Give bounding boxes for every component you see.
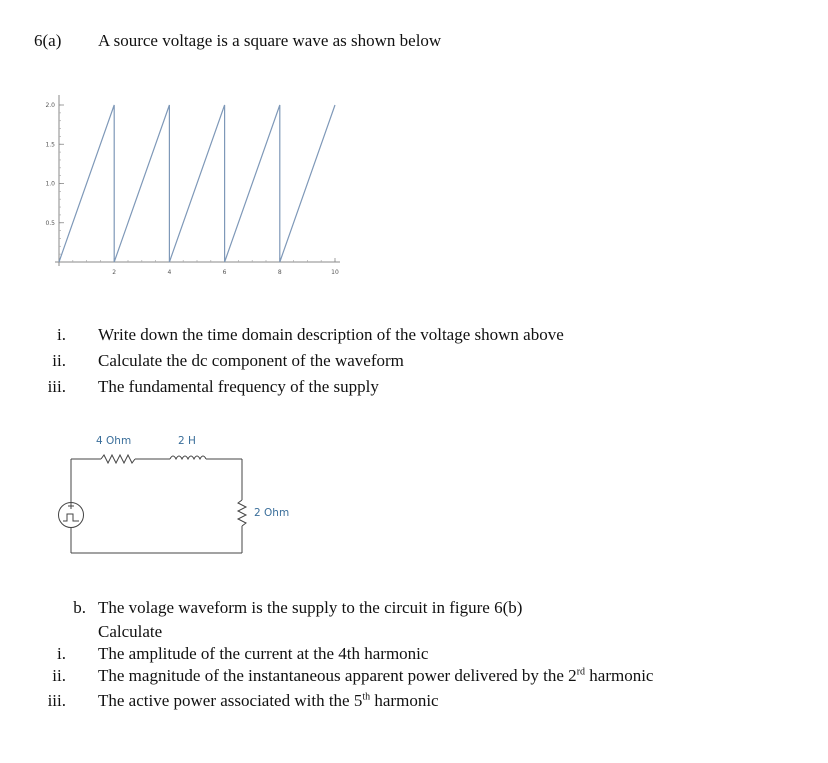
item-b3-text: The active power associated with the 5th harmonic [98, 691, 439, 710]
resistor-4ohm [101, 455, 135, 463]
x-tick-label: 10 [331, 269, 339, 276]
item-b1-text: The amplitude of the current at the 4th harmonic [98, 644, 429, 663]
item-a3-text: The fundamental frequency of the supply [98, 377, 379, 396]
waveform-chart [0, 0, 828, 300]
item-b1-number: i. [57, 644, 66, 663]
square-wave-source [59, 503, 84, 528]
y-tick-label: 0.5 [45, 219, 55, 227]
y-tick-label: 2.0 [45, 102, 55, 109]
inductor-2h [170, 456, 206, 459]
question-stem: A source voltage is a square wave as shown below [98, 31, 442, 50]
resistor-2ohm-label: 2 Ohm [254, 507, 290, 519]
x-tick-label: 6 [222, 269, 227, 276]
item-a1-text: Write down the time domain description of the voltage shown above [98, 325, 564, 344]
x-tick-label: 8 [277, 269, 282, 276]
part-b-letter: b. [73, 598, 86, 617]
resistor-4ohm-label: 4 Ohm [96, 435, 132, 447]
waveform-line [59, 105, 335, 262]
item-b2-text: The magnitude of the instantaneous apparent power delivered by the 2rd harmonic [98, 666, 654, 685]
inductor-2h-label: 2 H [178, 435, 196, 447]
source-square-symbol [63, 514, 79, 521]
x-tick-label: 4 [167, 269, 172, 276]
item-b2-number: ii. [52, 666, 66, 685]
question-number: 6(a) [34, 31, 62, 50]
y-tick-label: 1.5 [45, 141, 55, 149]
resistor-2ohm [238, 500, 246, 526]
item-b3-number: iii. [47, 691, 66, 710]
x-tick-label: 2 [112, 269, 117, 276]
part-b-line2: Calculate [98, 622, 163, 641]
item-a1-number: i. [57, 325, 66, 344]
item-a2-text: Calculate the dc component of the waveform [98, 351, 404, 370]
item-a2-number: ii. [52, 351, 66, 370]
y-tick-label: 1.0 [45, 180, 55, 188]
part-b-line1: The volage waveform is the supply to the circuit in figure 6(b) [98, 598, 523, 617]
item-a3-number: iii. [47, 377, 66, 396]
